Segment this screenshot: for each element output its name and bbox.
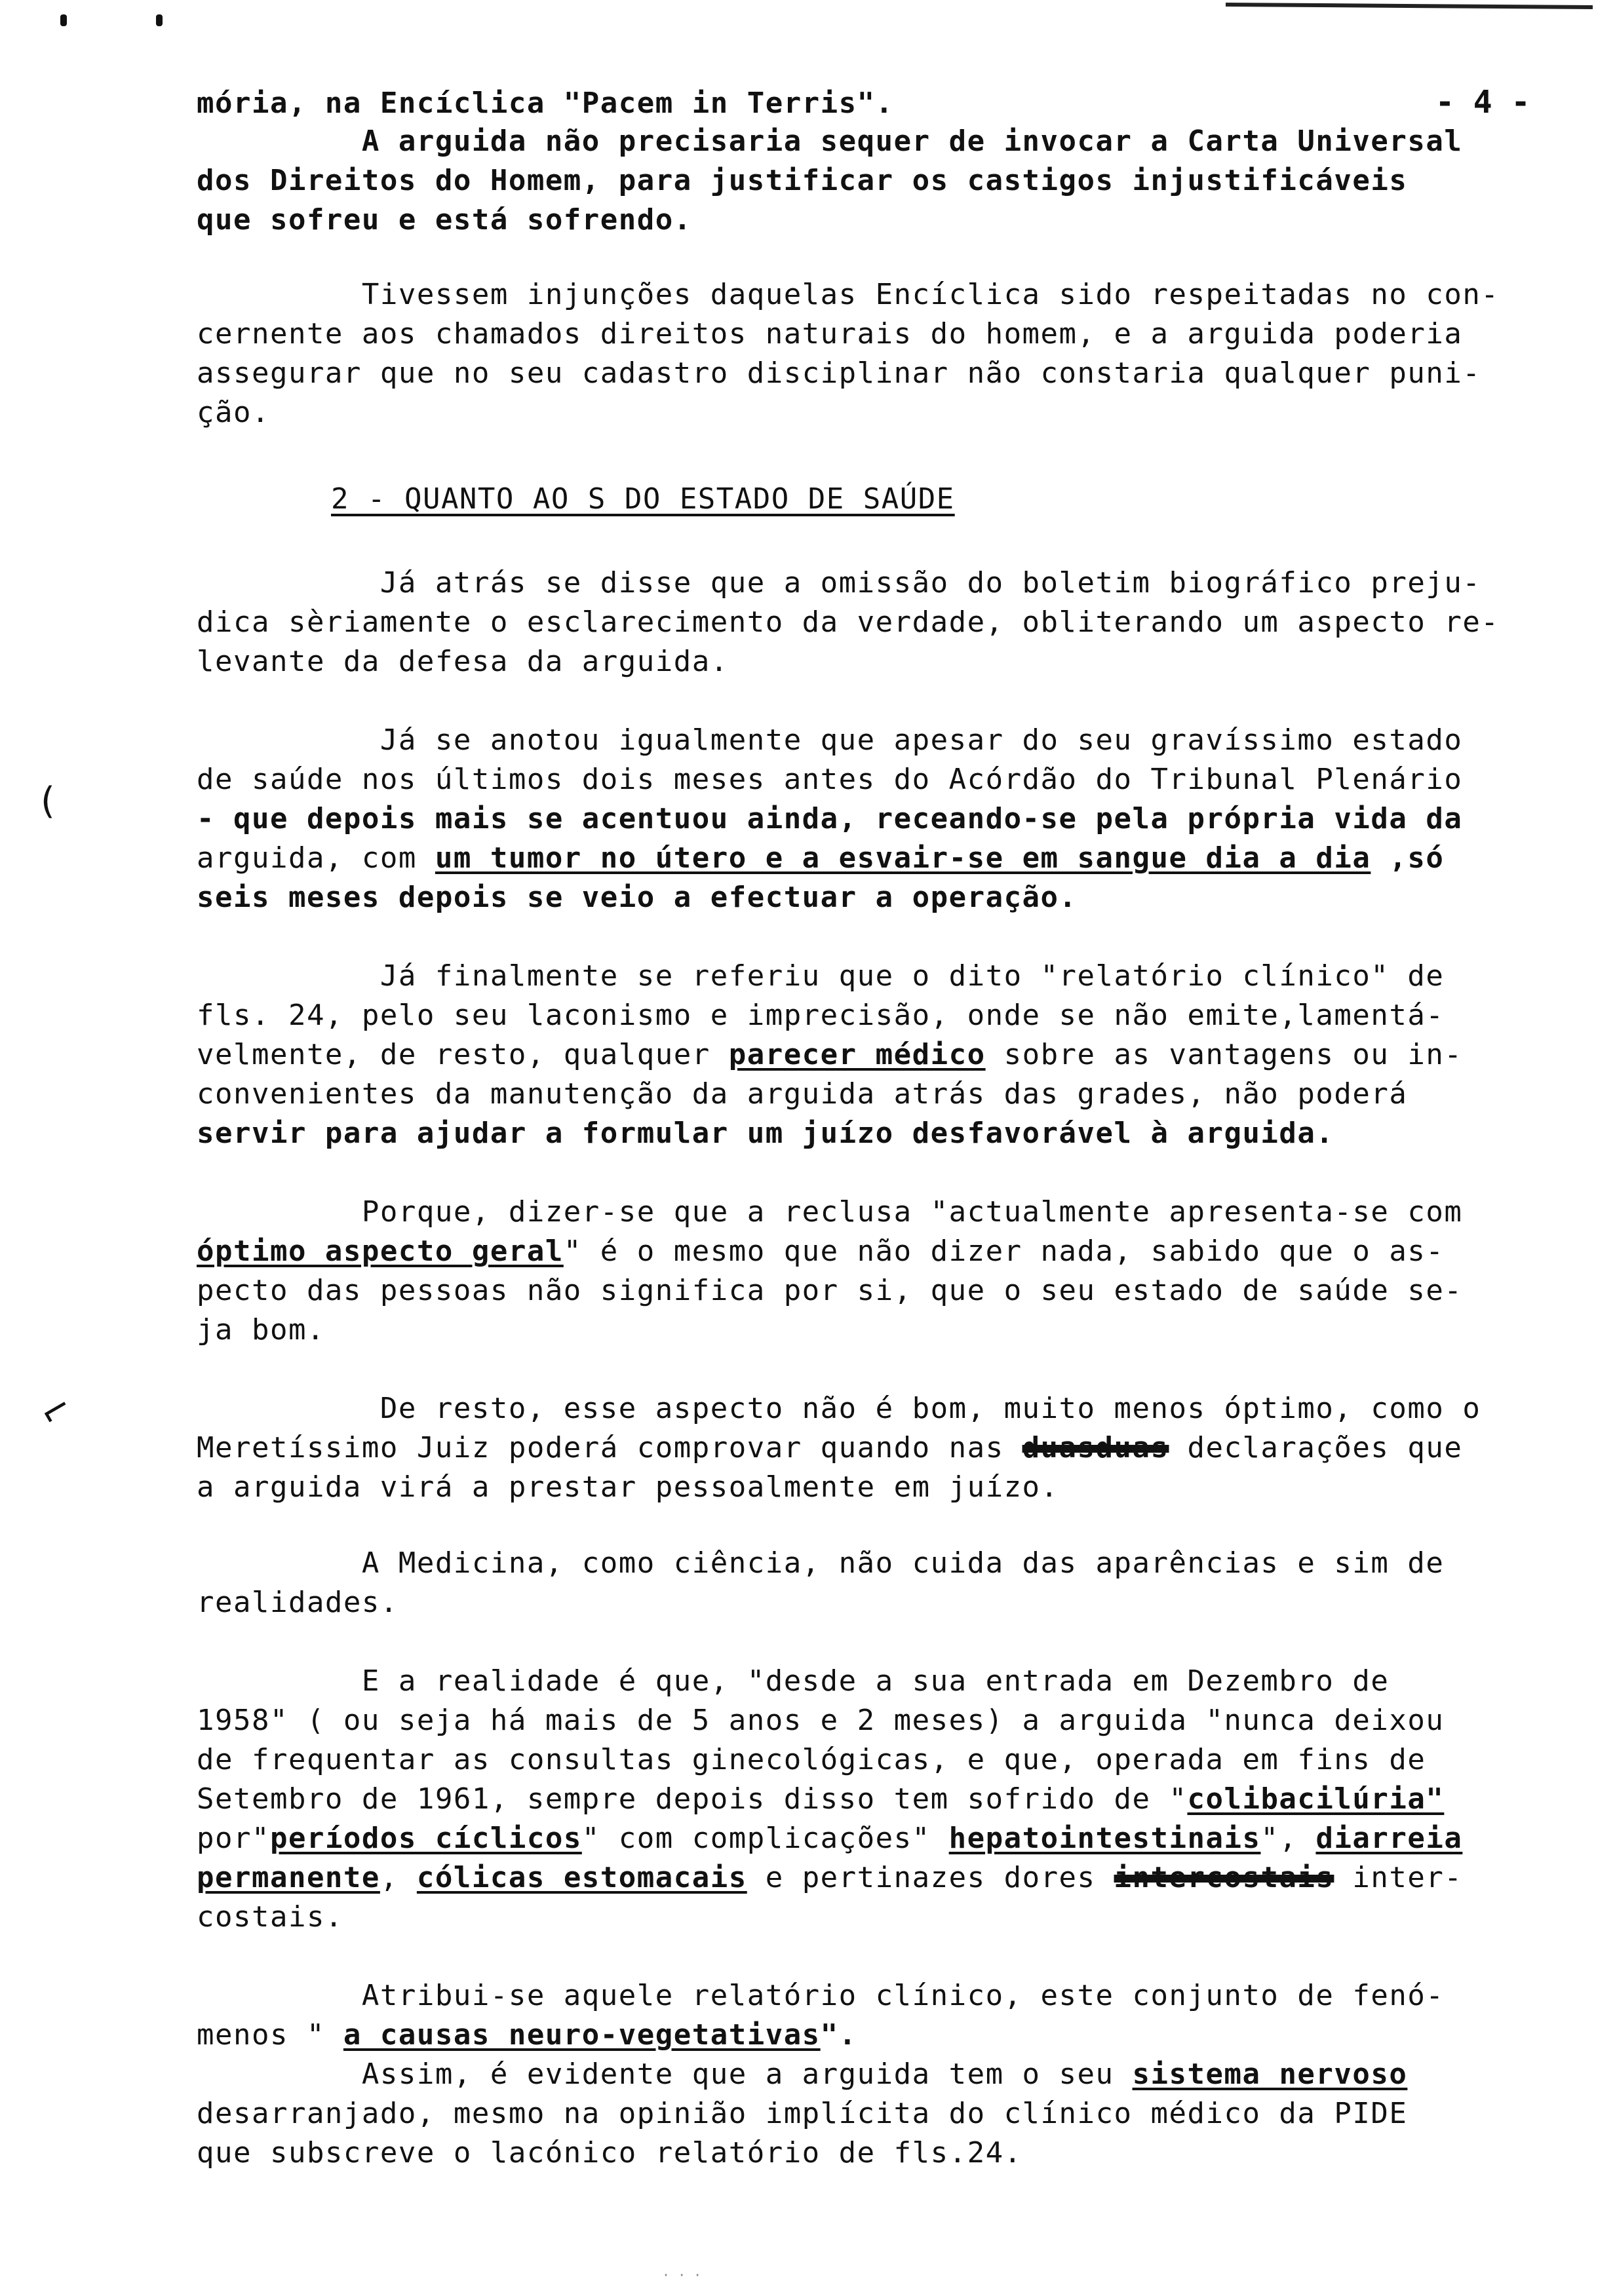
- text-line: servir para ajudar a formular um juízo desfavorável à arguida.: [197, 1117, 1334, 1150]
- text-span: arguida, com: [197, 841, 435, 875]
- text-line: [197, 839, 1444, 878]
- text-line: que sofreu e está sofrendo.: [197, 203, 692, 237]
- text-span: Setembro de 1961, sempre depois disso tem sofrido de ": [197, 1782, 1188, 1816]
- text-span: velmente, de resto, qualquer: [197, 1038, 729, 1071]
- text-span: e pertinazes dores: [747, 1861, 1114, 1894]
- text-line: E a realidade é que, "desde a sua entrada em Dezembro de: [197, 1664, 1390, 1698]
- text-span: ".: [820, 2018, 857, 2052]
- text-span: declarações que: [1169, 1431, 1463, 1464]
- underlined-phrase: diarreia: [1315, 1822, 1463, 1855]
- struck-word: intercostais: [1114, 1861, 1334, 1894]
- text-line: seis meses depois se veio a efectuar a operação.: [197, 881, 1078, 914]
- text-line: A Medicina, como ciência, não cuida das aparências e sim de: [197, 1546, 1445, 1580]
- text-line: costais.: [197, 1900, 343, 1934]
- page-number: - 4 -: [1435, 84, 1530, 121]
- text-line: dos Direitos do Homem, para justificar os castigos injustificáveis: [197, 164, 1408, 197]
- underlined-phrase: parecer médico: [728, 1038, 986, 1071]
- text-line: realidades.: [197, 1586, 399, 1619]
- text-line: Já atrás se disse que a omissão do boletim biográfico preju-: [197, 566, 1481, 600]
- text-line: dica sèriamente o esclarecimento da verdade, obliterando um aspecto re-: [197, 605, 1500, 639]
- text-span: " com complicações": [581, 1822, 949, 1855]
- text-span: inter-: [1334, 1861, 1463, 1894]
- underlined-phrase: a causas neuro-vegetativas: [343, 2018, 821, 2052]
- text-span: por": [197, 1822, 270, 1855]
- text-line: Já finalmente se referiu que o dito "relatório clínico" de: [197, 959, 1445, 993]
- text-span: sobre as vantagens ou in-: [985, 1038, 1463, 1071]
- text-line: que subscreve o lacónico relatório de fls.24.: [197, 2136, 1022, 2170]
- text-span: Meretíssimo Juiz poderá comprovar quando nas: [197, 1431, 1022, 1464]
- margin-bracket-mark: (: [41, 780, 55, 822]
- text-line: desarranjado, mesmo na opinião implícita do clínico médico da PIDE: [197, 2097, 1408, 2130]
- text-line: [197, 1232, 1444, 1271]
- scan-mark: [156, 14, 163, 26]
- text-line: De resto, esse aspecto não é bom, muito menos óptimo, como o: [197, 1392, 1481, 1425]
- text-line: - que depois mais se acentuou ainda, receando-se pela própria vida da: [197, 802, 1463, 835]
- section-heading: 2 - QUANTO AO S DO ESTADO DE SAÚDE: [331, 482, 955, 516]
- text-line: [197, 1035, 1462, 1075]
- text-line: pecto das pessoas não significa por si, que o seu estado de saúde se-: [197, 1274, 1463, 1307]
- text-span: Assim, é evidente que a arguida tem o seu: [197, 2057, 1133, 2091]
- text-line: levante da defesa da arguida.: [197, 645, 729, 678]
- text-line: ja bom.: [197, 1313, 325, 1347]
- struck-word: duasduas: [1022, 1431, 1169, 1464]
- underlined-phrase: óptimo aspecto geral: [197, 1234, 564, 1268]
- text-line: assegurar que no seu cadastro disciplinar não constaria qualquer puni-: [197, 356, 1481, 390]
- text-line: Tivessem injunções daquelas Encíclica sido respeitadas no con-: [197, 278, 1500, 311]
- margin-tick-mark: ⌐: [31, 1384, 81, 1437]
- underlined-phrase: hepatointestinais: [948, 1822, 1261, 1855]
- text-line: de saúde nos últimos dois meses antes do Acórdão do Tribunal Plenário: [197, 763, 1463, 796]
- underlined-phrase: cólicas estomacais: [416, 1861, 747, 1894]
- underlined-phrase: um tumor no útero e a esvair-se em sangue dia a dia: [435, 841, 1371, 875]
- text-line: mória, na Encíclica "Pacem in Terris".: [197, 86, 894, 120]
- underlined-phrase: permanente: [197, 1861, 380, 1894]
- text-line: [197, 1780, 1444, 1819]
- text-line: Já se anotou igualmente que apesar do seu gravíssimo estado: [197, 723, 1463, 757]
- text-line: [197, 1428, 1462, 1468]
- text-line: Porque, dizer-se que a reclusa "actualmente apresenta-se com: [197, 1195, 1463, 1229]
- underlined-phrase: sistema nervoso: [1132, 2057, 1408, 2091]
- text-line: de frequentar as consultas ginecológicas, e que, operada em fins de: [197, 1743, 1426, 1776]
- scan-edge-line: [1226, 3, 1593, 9]
- text-span: ",: [1260, 1822, 1316, 1855]
- text-line: fls. 24, pelo seu laconismo e imprecisão, onde se não emite,lamentá-: [197, 999, 1445, 1032]
- text-line: [197, 2055, 1407, 2094]
- text-line: [197, 1858, 1462, 1898]
- text-span: ,: [379, 1861, 417, 1894]
- text-line: cernente aos chamados direitos naturais do homem, e a arguida poderia: [197, 317, 1463, 351]
- text-line: convenientes da manutenção da arguida atrás das grades, não poderá: [197, 1077, 1408, 1111]
- text-line: [197, 2016, 857, 2055]
- underlined-phrase: períodos cíclicos: [269, 1822, 582, 1855]
- scan-mark: [60, 14, 67, 26]
- text-span: " é o mesmo que não dizer nada, sabido que o as-: [563, 1234, 1445, 1268]
- text-line: Atribui-se aquele relatório clínico, este conjunto de fenó-: [197, 1979, 1445, 2012]
- text-line: ção.: [197, 396, 270, 429]
- text-line: 1958" ( ou seja há mais de 5 anos e 2 meses) a arguida "nunca deixou: [197, 1704, 1445, 1737]
- text-span: menos ": [197, 2018, 343, 2052]
- text-line: [197, 1819, 1462, 1858]
- text-span: ,só: [1371, 841, 1445, 875]
- scan-speckle: · · ·: [662, 2267, 702, 2283]
- text-line: a arguida virá a prestar pessoalmente em juízo.: [197, 1470, 1059, 1504]
- underlined-phrase: colibacilúria": [1187, 1782, 1445, 1816]
- text-line: A arguida não precisaria sequer de invocar a Carta Universal: [197, 124, 1463, 158]
